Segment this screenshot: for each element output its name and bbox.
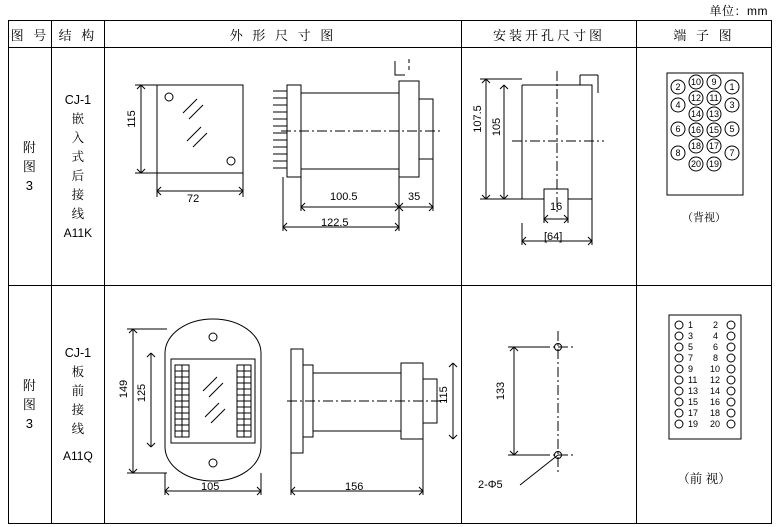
row2-dim-156: 156 [344, 480, 364, 493]
svg-text:10: 10 [690, 76, 701, 87]
row1-struct-line-5: 后 [71, 168, 85, 183]
row1-outline-svg [105, 49, 461, 285]
svg-text:18: 18 [690, 140, 701, 151]
row1-hole-dim-105: 105 [491, 117, 504, 136]
table-header-row [9, 21, 772, 48]
row1-dim-side-35: 35 [407, 190, 421, 203]
svg-text:4: 4 [675, 99, 681, 110]
svg-text:2: 2 [712, 319, 718, 330]
svg-text:14: 14 [709, 385, 720, 396]
svg-text:1: 1 [687, 319, 693, 330]
table-row [9, 286, 772, 524]
svg-text:13: 13 [708, 108, 719, 119]
header-col-terminal: 端 子 图 [636, 21, 771, 48]
svg-text:15: 15 [708, 124, 719, 135]
row1-hole-dim-107: 107.5 [471, 104, 484, 133]
row1-dim-side-100: 100.5 [329, 190, 358, 203]
row2-struct-line-4: 接 [71, 402, 85, 417]
row2-dim-125: 125 [136, 383, 149, 402]
svg-text:3: 3 [729, 99, 735, 110]
svg-text:7: 7 [729, 147, 735, 158]
svg-text:19: 19 [708, 158, 719, 169]
row2-figure-no [9, 286, 52, 524]
row2-no-line-3: 3 [25, 416, 35, 431]
row1-struct-line-1: CJ-1 [64, 92, 92, 107]
row2-outline-drawing [104, 286, 461, 524]
svg-text:6: 6 [712, 341, 718, 352]
row1-no-line-1: 附 [22, 140, 37, 155]
row2-dim-115: 115 [437, 385, 450, 404]
row1-hole-dim-16: 16 [549, 200, 563, 213]
row1-outline-drawing [104, 48, 461, 286]
svg-text:8: 8 [675, 147, 681, 158]
row1-dim-front-height: 115 [125, 109, 138, 128]
svg-text:16: 16 [690, 124, 701, 135]
svg-text:14: 14 [690, 108, 701, 119]
svg-text:12: 12 [709, 374, 720, 385]
svg-text:3: 3 [687, 330, 693, 341]
row2-structure [51, 286, 104, 524]
svg-text:9: 9 [687, 363, 693, 374]
row1-structure [51, 48, 104, 286]
row2-terminal-caption: （前 视） [677, 471, 731, 486]
row1-terminal-caption: （背视） [681, 211, 726, 224]
row1-struct-code: A11K [63, 225, 93, 240]
header-col-hole: 安装开孔尺寸图 [461, 21, 636, 48]
svg-text:11: 11 [709, 92, 719, 103]
table-row [9, 48, 772, 286]
row2-no-line-1: 附 [22, 378, 37, 393]
row2-dim-149: 149 [118, 379, 131, 398]
row1-hole-dim-64: [64] [543, 230, 563, 243]
svg-text:17: 17 [708, 140, 719, 151]
row2-struct-line-5: 线 [71, 421, 85, 436]
svg-text:12: 12 [690, 92, 701, 103]
svg-text:11: 11 [687, 374, 698, 385]
svg-text:20: 20 [690, 158, 701, 169]
svg-text:20: 20 [709, 418, 720, 429]
row1-terminal-drawing [636, 48, 771, 286]
row2-hole-drawing [461, 286, 636, 524]
svg-text:18: 18 [709, 407, 720, 418]
row2-struct-line-1: CJ-1 [64, 345, 92, 360]
row2-struct-line-3: 前 [71, 383, 85, 398]
row1-struct-line-2: 嵌 [71, 111, 85, 126]
svg-text:15: 15 [687, 396, 698, 407]
row2-terminal-svg [637, 287, 771, 523]
unit-note: 单位：mm [709, 4, 768, 18]
row1-figure-no [9, 48, 52, 286]
svg-text:13: 13 [687, 385, 698, 396]
row1-dim-side-122: 122.5 [320, 216, 349, 229]
row1-struct-line-3: 入 [71, 130, 85, 145]
row2-hole-note: 2-Φ5 [477, 478, 503, 491]
row2-hole-dim-133: 133 [495, 381, 508, 400]
dimension-table [8, 20, 772, 524]
row1-struct-line-7: 线 [71, 206, 85, 221]
row1-no-line-2: 图 [22, 159, 37, 174]
svg-text:10: 10 [709, 363, 720, 374]
row1-struct-line-4: 式 [71, 149, 85, 164]
row2-outline-svg [105, 287, 461, 523]
row2-struct-code: A11Q [63, 448, 93, 463]
svg-text:1: 1 [729, 81, 735, 92]
svg-text:2: 2 [675, 81, 681, 92]
row2-struct-line-2: 板 [71, 364, 85, 379]
header-col-no: 图 号 [9, 21, 52, 48]
row1-no-line-3: 3 [25, 178, 35, 193]
svg-text:6: 6 [675, 123, 681, 134]
svg-text:5: 5 [729, 123, 735, 134]
svg-text:5: 5 [687, 341, 693, 352]
row1-terminal-svg [637, 49, 771, 285]
row1-hole-drawing [461, 48, 636, 286]
row1-dim-front-width: 72 [186, 192, 200, 205]
header-col-outline: 外 形 尺 寸 图 [104, 21, 461, 48]
row2-dim-105: 105 [200, 480, 220, 493]
row2-no-line-2: 图 [22, 397, 37, 412]
row1-hole-svg [462, 49, 636, 285]
svg-text:4: 4 [712, 330, 718, 341]
row1-struct-line-6: 接 [71, 187, 85, 202]
svg-text:17: 17 [687, 407, 698, 418]
header-col-struct: 结 构 [51, 21, 104, 48]
svg-text:19: 19 [687, 418, 698, 429]
svg-text:9: 9 [711, 76, 717, 87]
row2-terminal-drawing [636, 286, 771, 524]
svg-text:8: 8 [712, 352, 718, 363]
svg-text:7: 7 [687, 352, 693, 363]
svg-text:16: 16 [709, 396, 720, 407]
